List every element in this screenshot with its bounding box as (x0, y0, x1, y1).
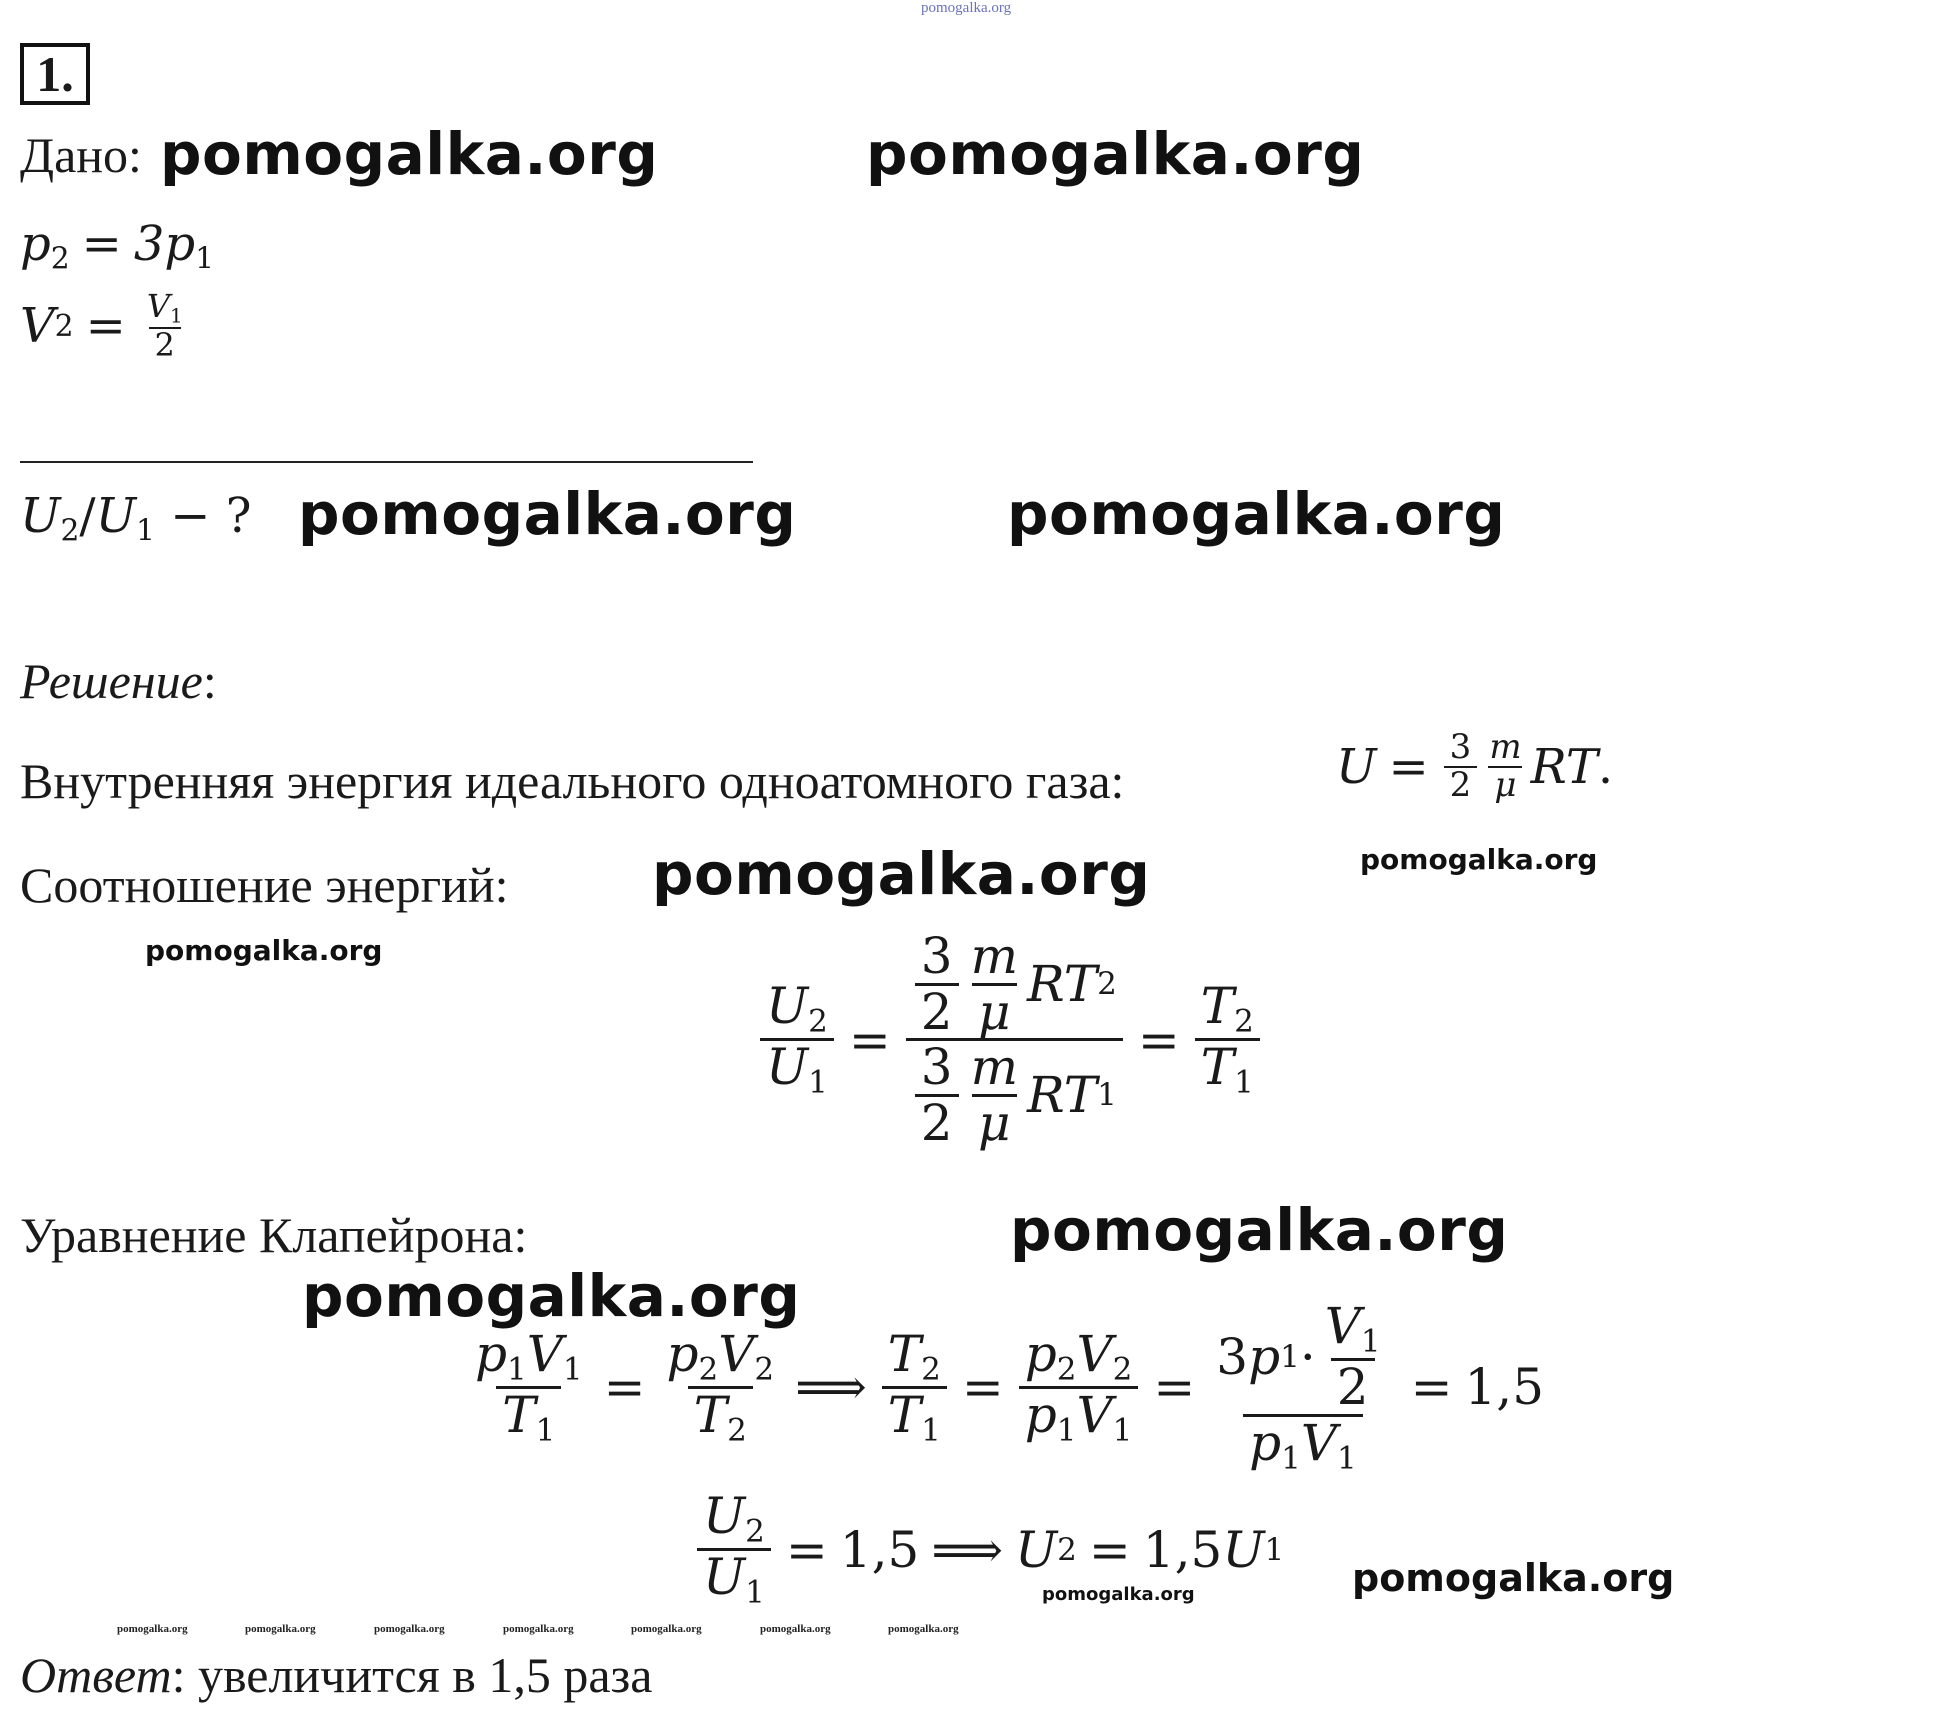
formula-final: $\frac{U_2}{U_1}$ = 1,5 ⟹ U 2 = 1,5 U 1 (694, 1490, 1284, 1609)
formula-energy-ratio: $\frac{U_2}{U_1}$ = $\frac{3}{2}$ $\frac{m}{\mu}$ RT 2 $\frac{3}{2}$ $\frac{m}{\mu}$ RT 1 = $\frac{T_2}{T_1}$ (757, 930, 1263, 1149)
watermark-large: pomogalka.org (160, 120, 659, 188)
watermark-small: pomogalka.org (888, 1623, 959, 1635)
watermark-large: pomogalka.org (302, 1262, 801, 1330)
watermark-medium: pomogalka.org (1352, 1556, 1675, 1600)
watermark-small: pomogalka.org (503, 1623, 574, 1635)
watermark-top: pomogalka.org (921, 0, 1012, 16)
problem-number: 1. (20, 43, 90, 105)
watermark-small: pomogalka.org (245, 1623, 316, 1635)
find-quantity: $U_2/U_1$ − ? (20, 488, 252, 549)
watermark-small: pomogalka.org (631, 1623, 702, 1635)
watermark-medium: pomogalka.org (1042, 1584, 1195, 1605)
formula-internal-energy: U = $\frac{3}{2}$ $\frac{m}{\mu}$ RT . (1336, 727, 1614, 805)
watermark-large: pomogalka.org (1010, 1196, 1509, 1264)
watermark-large: pomogalka.org (298, 480, 797, 548)
watermark-small: pomogalka.org (117, 1623, 188, 1635)
given-divider (20, 461, 753, 463)
ratio-text: Соотношение энергий: (20, 857, 509, 913)
watermark-large: pomogalka.org (1007, 480, 1506, 548)
watermark-small: pomogalka.org (374, 1623, 445, 1635)
given-label: Дано: (20, 127, 142, 183)
watermark-large: pomogalka.org (866, 120, 1365, 188)
watermark-medium: pomogalka.org (145, 934, 383, 967)
watermark-medium: pomogalka.org (1360, 843, 1598, 876)
internal-energy-text: Внутренняя энергия идеального одноатомного газа: (20, 753, 1125, 809)
formula-clapeyron: $\frac{p_1V_1}{T_1}$ = $\frac{p_2V_2}{T_2}$ ⟹ $\frac{T_2}{T_1}$ = $\frac{p_2V_2}{p_1V_1}$ = 3 p 1 · $\frac{V_1}{2}$ $p_1V_1$ = 1,5 (475, 1297, 1545, 1477)
given-pressure: $p_2 = 3p_1$ (20, 216, 215, 277)
given-volume: V 2 = $\frac{V_1}{2}$ (20, 287, 183, 365)
watermark-large: pomogalka.org (652, 840, 1151, 908)
clapeyron-text: Уравнение Клапейрона: (20, 1207, 528, 1263)
solution-label: Решение: (20, 653, 217, 709)
answer-line: Ответ: увеличится в 1,5 раза (20, 1647, 653, 1703)
watermark-small: pomogalka.org (760, 1623, 831, 1635)
